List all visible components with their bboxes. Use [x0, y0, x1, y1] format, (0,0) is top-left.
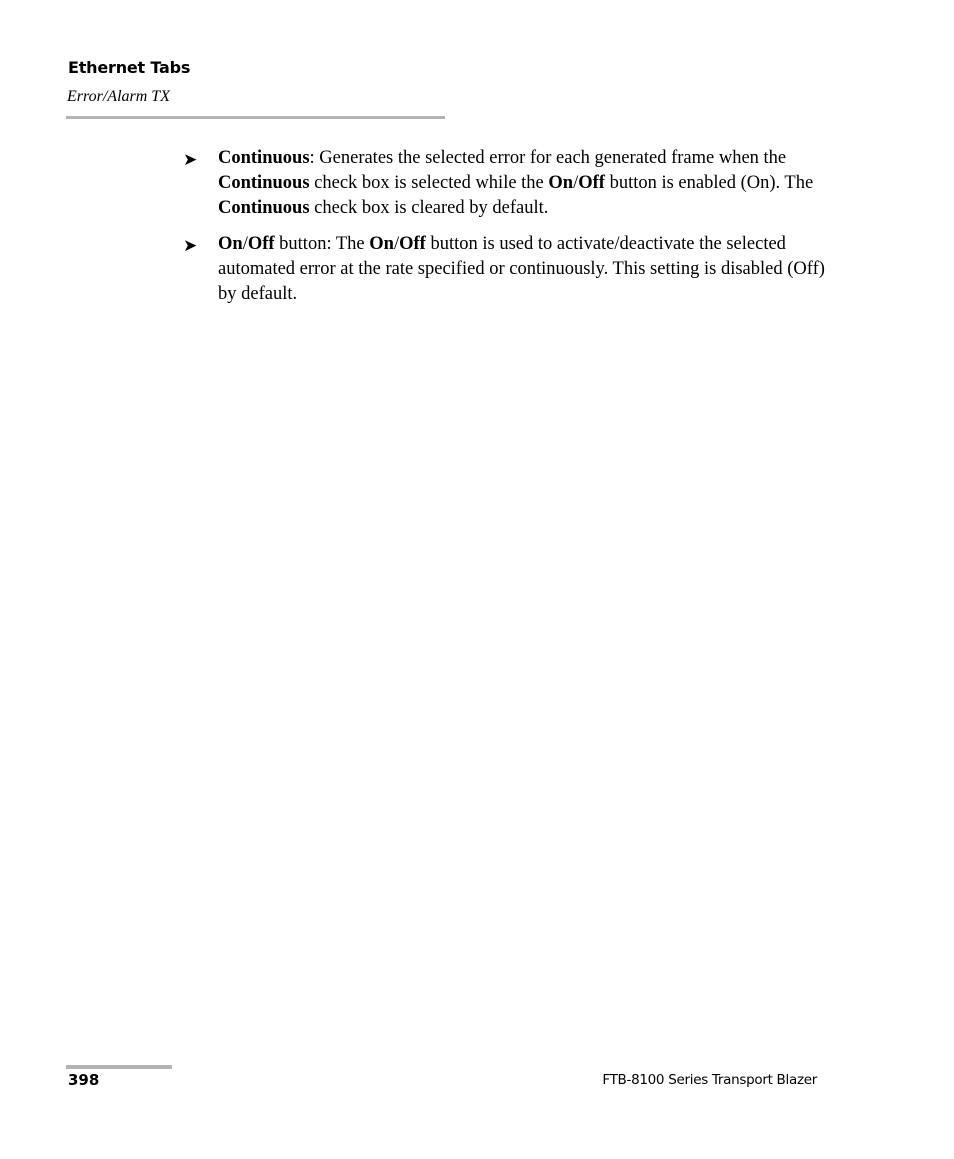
arrow-bullet-icon: ➤	[183, 236, 198, 255]
arrow-bullet-icon: ➤	[183, 150, 198, 169]
term-on: On	[218, 234, 243, 254]
header-divider	[66, 116, 445, 119]
bullet-continuous	[183, 146, 833, 221]
section-title: Ethernet Tabs	[68, 58, 191, 77]
section-subtitle: Error/Alarm TX	[67, 88, 170, 105]
bullet-text: Continuous: Generates the selected error for each generated frame when the Continuous check box is selected while the On/Off button is enabled (On). The Continuous check box is cleared by default.	[218, 148, 814, 218]
term-off: Off	[399, 234, 426, 254]
term-continuous: Continuous	[218, 198, 310, 218]
bullet-list	[183, 146, 833, 318]
term-off: Off	[247, 234, 275, 254]
term-on: On	[548, 173, 574, 193]
page-number: 398	[68, 1071, 100, 1089]
bullet-on-off	[183, 232, 833, 307]
term-off: Off	[578, 173, 605, 193]
bullet-text: On/Off button: The On/Off button is used to activate/deactivate the selected automated error at the rate specified or continuously. This setting is disabled (Off) by default.	[218, 234, 825, 304]
footer-product-name: FTB-8100 Series Transport Blazer	[602, 1072, 817, 1088]
term-continuous: Continuous	[218, 173, 310, 193]
footer-divider	[66, 1065, 172, 1069]
term-on: On	[369, 234, 394, 254]
term-continuous: Continuous	[218, 148, 310, 168]
